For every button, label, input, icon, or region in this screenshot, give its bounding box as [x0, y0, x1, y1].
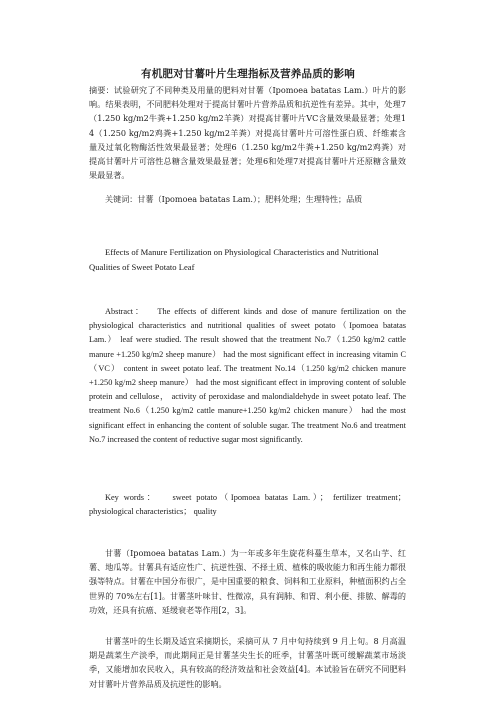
abstract-en-text: The effects of different kinds and dose of manure fertilization on the physiological characteristics and nutritional qualities of sweet potato（Ipomoea batatas Lam.） leaf were studied. The result showed that the treatment No.7（1.250 kg/m2 cattle manure +1.250 kg/m2 sheep manure） had the most significant effect in increasing vitamin C（VC） content in sweet potato leaf. The treatment No.14（1.250 kg/m2 chicken manure +1.250 kg/m2 sheep manure） had the most significant effect in improving content of soluble protein and cellulose， activity of peroxidase and malondialdehyde in sweet potato leaf. The treatment No.6（1.250 kg/m2 cattle manure+1.250 kg/m2 chicken manure） had the most significant effect in enhancing the content of soluble sugar. The treatment No.6 and treatment No.7 increased the content of reductive sugar most significantly.: [89, 307, 406, 444]
body-paragraph-1: 甘薯（Ipomoea batatas Lam.）为一年或多年生旋花科蔓生草本，又名山芋、红薯、地瓜等。甘薯具有适应性广、抗逆性强、不择土质、植株的吸收能力和再生能力都很强等特点。甘薯在中国分布很广，是中国重要的粮食、饲料和工业原料，种植面积约占全世界的 70%左右[1]。甘薯茎叶味甘、性微凉，具有润肺、和胃、利小便、排脓、解毒的功效，还具有抗癌、延缓衰老等作用[2，3]。: [89, 548, 406, 615]
keywords-en-label: Key words：: [105, 493, 158, 502]
abstract-en: [89, 305, 406, 447]
keywords-zh: [89, 192, 406, 206]
keywords-zh-text: 甘薯（Ipomoea batatas Lam.）；肥料处理；生理特性；品质: [137, 194, 363, 204]
paper-title-en: Effects of Manure Fertilization on Physiological Characteristics and Nutritional Qualities of Sweet Potato Leaf: [89, 247, 379, 272]
paper-title-zh: 有机肥对甘薯叶片生理指标及营养品质的影响: [141, 68, 355, 80]
keywords-en: [89, 491, 406, 519]
keywords-en-text: sweet potato（Ipomoea batatas Lam.）； fertilizer treatment； physiological characteristics； quality: [89, 493, 407, 517]
abstract-zh: [89, 83, 406, 182]
abstract-zh-label: 摘要：: [89, 85, 115, 95]
abstract-zh-text: 试验研究了不同种类及用量的肥料对甘薯（Ipomoea batatas Lam.）叶片的影响。结果表明，不同肥料处理对于提高甘薯叶片营养品质和抗逆性有差异。其中，处理7（1.250 kg/m2牛粪+1.250 kg/m2羊粪）对提高甘薯叶片VC含量效果最显著；处理14（1.250 kg/m2鸡粪+1.250 kg/m2羊粪）对提高甘薯叶片可溶性蛋白质、纤维素含量及过氧化物酶活性效果最显著；处理6（1.250 kg/m2牛粪+1.250 kg/m2鸡粪）对提高甘薯叶片可溶性总糖含量效果最显著；处理6和处理7对提高甘薯叶片还原糖含量效果最显著。: [89, 85, 406, 181]
body-paragraph-2: 甘薯茎叶的生长期及适宜采摘期长，采摘可从 7 月中旬持续到 9 月上旬。8 月高温期是蔬菜生产淡季，而此期间正是甘薯茎尖生长的旺季，甘薯茎叶既可缓解蔬菜市场淡季，又能增加农民收入，具有较高的经济效益和社会效益[4]。本试验旨在研究不同肥料对甘薯叶片营养品质及抗逆性的影响。: [89, 636, 406, 689]
keywords-zh-label: 关键词：: [105, 194, 138, 204]
abstract-en-label: Abstract：: [105, 307, 146, 316]
